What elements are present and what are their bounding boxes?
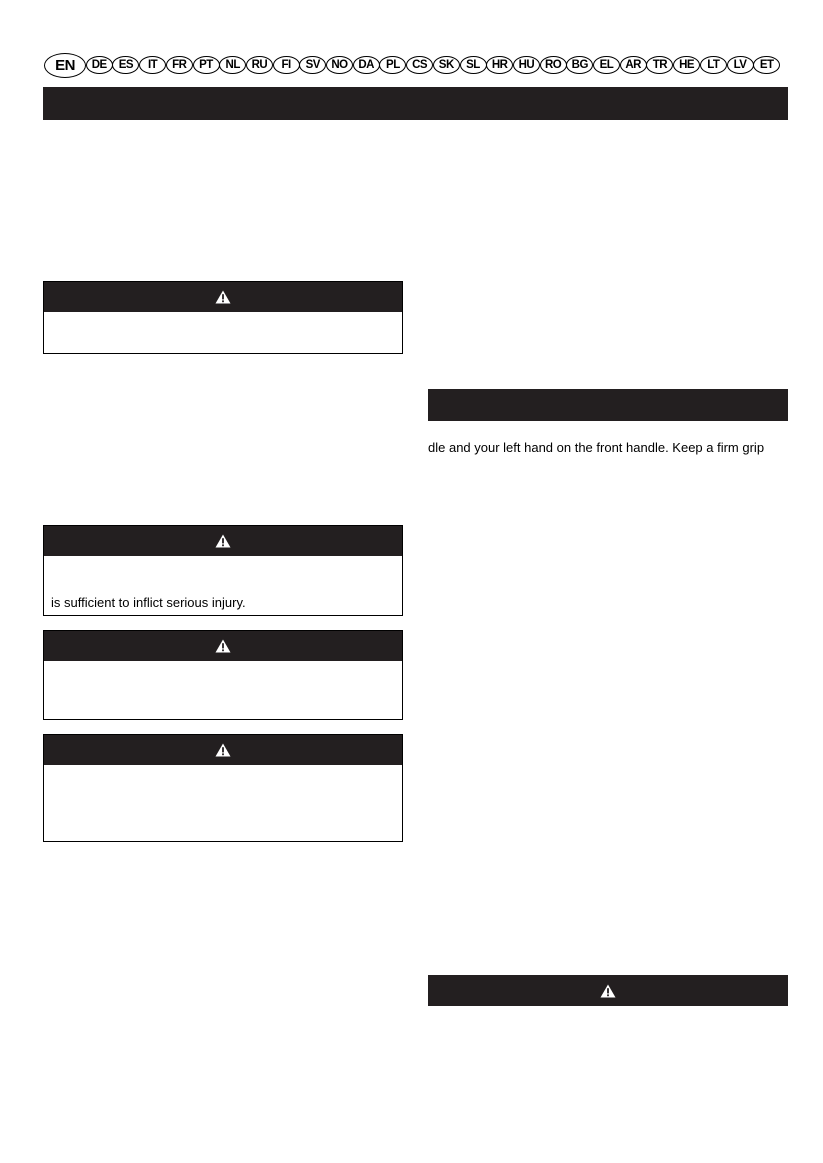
warning-box-4 [43, 734, 403, 842]
language-code-hr[interactable]: HR [486, 56, 513, 74]
right-body-line: dle and your left hand on the front handle. Keep a firm grip [428, 440, 765, 455]
language-code-hu[interactable]: HU [513, 56, 540, 74]
language-code-lt[interactable]: LT [700, 56, 727, 74]
language-code-en[interactable]: EN [44, 53, 86, 78]
warning-box-3 [43, 630, 403, 720]
warning-box-3-header [44, 631, 402, 661]
language-code-et[interactable]: ET [753, 56, 780, 74]
right-warning-header [428, 975, 788, 1006]
language-code-fr[interactable]: FR [166, 56, 193, 74]
language-code-el[interactable]: EL [593, 56, 620, 74]
language-code-cs[interactable]: CS [406, 56, 433, 74]
language-code-sk[interactable]: SK [433, 56, 460, 74]
warning-box-2-text: is sufficient to inflict serious injury. [51, 595, 246, 610]
warning-box-1-header [44, 282, 402, 312]
warning-triangle-icon [600, 984, 616, 998]
warning-triangle-icon [215, 290, 231, 304]
warning-box-1 [43, 281, 403, 354]
section-header-band [43, 87, 788, 120]
language-code-fi[interactable]: FI [273, 56, 300, 74]
language-code-da[interactable]: DA [353, 56, 380, 74]
language-code-pt[interactable]: PT [193, 56, 220, 74]
warning-box-2-header [44, 526, 402, 556]
language-code-ru[interactable]: RU [246, 56, 273, 74]
language-code-sv[interactable]: SV [299, 56, 326, 74]
warning-box-2 [43, 525, 403, 616]
language-code-nl[interactable]: NL [219, 56, 246, 74]
language-code-pl[interactable]: PL [379, 56, 406, 74]
warning-triangle-icon [215, 639, 231, 653]
right-section-header-band [428, 389, 788, 421]
language-code-de[interactable]: DE [86, 56, 113, 74]
language-code-lv[interactable]: LV [727, 56, 754, 74]
language-code-he[interactable]: HE [673, 56, 700, 74]
language-code-bg[interactable]: BG [566, 56, 593, 74]
warning-box-4-header [44, 735, 402, 765]
warning-triangle-icon [215, 743, 231, 757]
language-code-ar[interactable]: AR [620, 56, 647, 74]
language-code-tr[interactable]: TR [646, 56, 673, 74]
language-code-it[interactable]: IT [139, 56, 166, 74]
warning-triangle-icon [215, 534, 231, 548]
language-code-no[interactable]: NO [326, 56, 353, 74]
language-code-es[interactable]: ES [112, 56, 139, 74]
language-code-sl[interactable]: SL [460, 56, 487, 74]
language-code-ro[interactable]: RO [540, 56, 567, 74]
